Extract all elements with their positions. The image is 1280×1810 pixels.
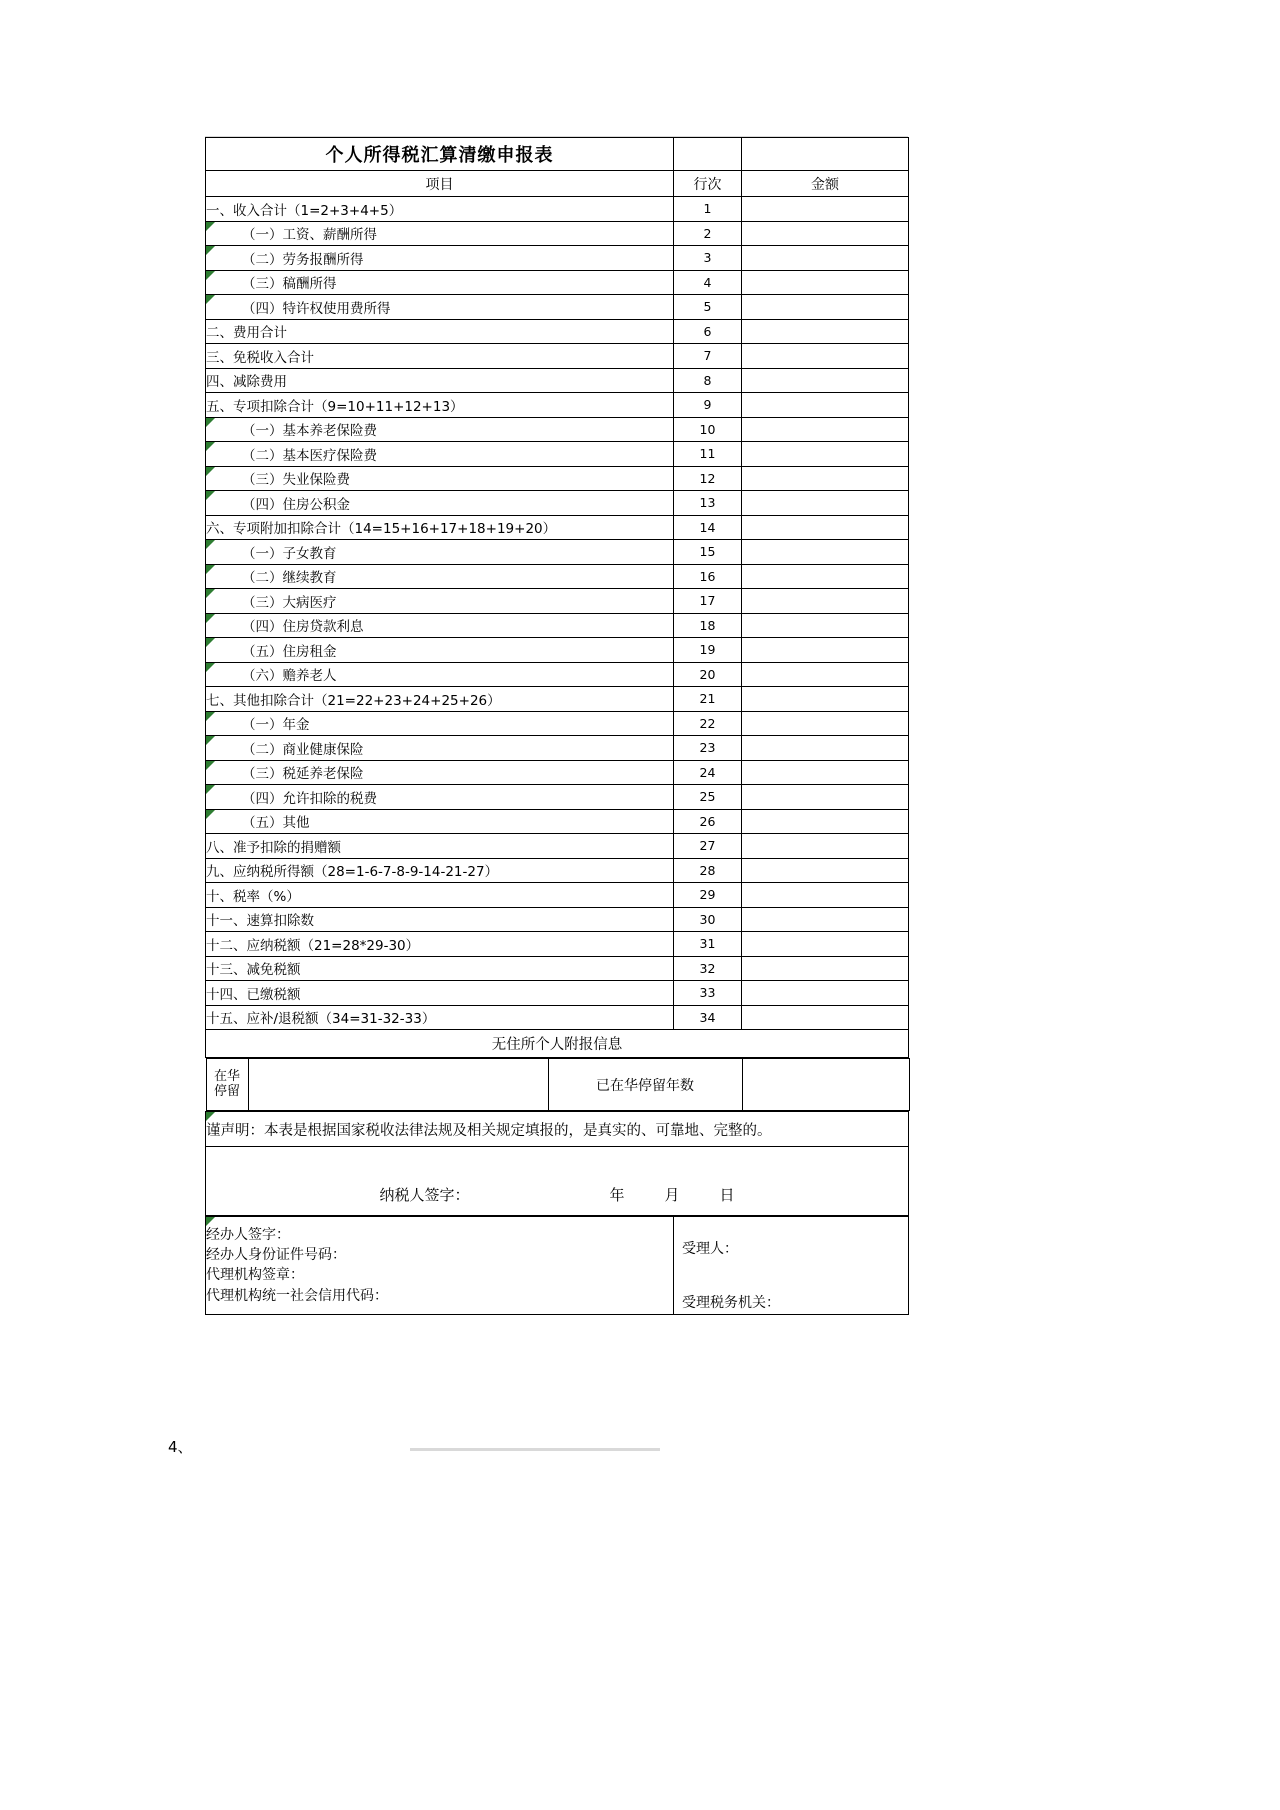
row-line-number: 2 xyxy=(674,221,742,246)
acceptance-block xyxy=(674,1216,909,1314)
row-amount-input[interactable] xyxy=(742,711,909,736)
row-line-number: 27 xyxy=(674,834,742,859)
table-row xyxy=(206,785,909,810)
row-line-number: 6 xyxy=(674,319,742,344)
table-row xyxy=(206,981,909,1006)
table-row xyxy=(206,491,909,516)
row-line-number: 8 xyxy=(674,368,742,393)
row-line-number: 32 xyxy=(674,956,742,981)
row-label: 七、其他扣除合计（21=22+23+24+25+26） xyxy=(206,687,674,712)
table-row xyxy=(206,809,909,834)
row-label: 十、税率（%） xyxy=(206,883,674,908)
row-line-number: 22 xyxy=(674,711,742,736)
cell-comment-flag-icon xyxy=(206,810,215,819)
row-amount-input[interactable] xyxy=(742,417,909,442)
table-row xyxy=(206,883,909,908)
row-line-number: 20 xyxy=(674,662,742,687)
row-amount-input[interactable] xyxy=(742,589,909,614)
row-label: 十二、应纳税额（21=28*29-30） xyxy=(206,932,674,957)
table-row xyxy=(206,393,909,418)
date-month-label: 月 xyxy=(664,1185,680,1204)
cell-comment-flag-icon xyxy=(206,614,215,623)
table-row xyxy=(206,638,909,663)
row-line-number: 19 xyxy=(674,638,742,663)
date-year-label: 年 xyxy=(609,1185,625,1204)
row-label: （三）失业保险费 xyxy=(206,466,674,491)
column-header-amount: 金额 xyxy=(742,171,909,197)
row-line-number: 7 xyxy=(674,344,742,369)
table-row xyxy=(206,246,909,271)
row-label: 十三、减免税额 xyxy=(206,956,674,981)
row-label: （五）其他 xyxy=(206,809,674,834)
row-amount-input[interactable] xyxy=(742,883,909,908)
row-line-number: 30 xyxy=(674,907,742,932)
row-amount-input[interactable] xyxy=(742,295,909,320)
row-amount-input[interactable] xyxy=(742,956,909,981)
row-line-number: 21 xyxy=(674,687,742,712)
agent-block xyxy=(206,1216,674,1314)
title-spacer-line xyxy=(674,138,742,171)
cell-comment-flag-icon xyxy=(206,295,215,304)
stay-info-cell xyxy=(206,1058,909,1112)
agent-id-number-label: 经办人身份证件号码： xyxy=(206,1247,346,1263)
row-amount-input[interactable] xyxy=(742,221,909,246)
declaration-row xyxy=(206,1112,909,1147)
table-row xyxy=(206,589,909,614)
table-row xyxy=(206,1005,909,1030)
spreadsheet-bottom-edge xyxy=(410,1448,660,1451)
stay-info-row xyxy=(206,1058,909,1112)
cell-comment-flag-icon xyxy=(206,1217,215,1226)
row-label: （二）商业健康保险 xyxy=(206,736,674,761)
column-header-row xyxy=(206,171,909,197)
row-line-number: 26 xyxy=(674,809,742,834)
cell-comment-flag-icon xyxy=(206,442,215,451)
table-row xyxy=(206,344,909,369)
row-line-number: 31 xyxy=(674,932,742,957)
cell-comment-flag-icon xyxy=(206,589,215,598)
row-label: （四）特许权使用费所得 xyxy=(206,295,674,320)
agent-org-seal-label: 代理机构签章： xyxy=(206,1267,304,1284)
table-row xyxy=(206,834,909,859)
cell-comment-flag-icon xyxy=(206,761,215,770)
table-row xyxy=(206,368,909,393)
acceptance-tax-authority-label: 受理税务机关： xyxy=(682,1295,780,1312)
foreign-info-banner-row xyxy=(206,1030,909,1058)
row-label: 九、应纳税所得额（28=1-6-7-8-9-14-21-27） xyxy=(206,858,674,883)
row-line-number: 25 xyxy=(674,785,742,810)
taxpayer-signature-cell xyxy=(206,1147,909,1217)
foreign-info-banner: 无住所个人附报信息 xyxy=(206,1030,909,1058)
table-row xyxy=(206,687,909,712)
row-line-number: 18 xyxy=(674,613,742,638)
table-row xyxy=(206,197,909,222)
row-line-number: 15 xyxy=(674,540,742,565)
row-label: 二、费用合计 xyxy=(206,319,674,344)
row-amount-input[interactable] xyxy=(742,613,909,638)
row-amount-input[interactable] xyxy=(742,540,909,565)
date-day-label: 日 xyxy=(719,1185,735,1204)
table-row xyxy=(206,540,909,565)
row-label: 六、专项附加扣除合计（14=15+16+17+18+19+20） xyxy=(206,515,674,540)
agent-acceptance-row xyxy=(206,1216,909,1314)
cell-comment-flag-icon xyxy=(206,418,215,427)
row-line-number: 13 xyxy=(674,491,742,516)
row-label: （二）劳务报酬所得 xyxy=(206,246,674,271)
row-amount-input[interactable] xyxy=(742,515,909,540)
row-line-number: 12 xyxy=(674,466,742,491)
title-spacer-amount xyxy=(742,138,909,171)
stay-years-input[interactable] xyxy=(742,1059,909,1111)
row-amount-input[interactable] xyxy=(742,687,909,712)
cell-comment-flag-icon xyxy=(206,491,215,500)
row-label: 十五、应补/退税额（34=31-32-33） xyxy=(206,1005,674,1030)
cell-comment-flag-icon xyxy=(206,736,215,745)
cell-comment-flag-icon xyxy=(206,222,215,231)
table-row xyxy=(206,295,909,320)
table-row xyxy=(206,907,909,932)
row-line-number: 34 xyxy=(674,1005,742,1030)
row-amount-input[interactable] xyxy=(742,932,909,957)
table-row xyxy=(206,319,909,344)
row-line-number: 14 xyxy=(674,515,742,540)
cell-comment-flag-icon xyxy=(206,663,215,672)
row-label: 十四、已缴税额 xyxy=(206,981,674,1006)
row-line-number: 16 xyxy=(674,564,742,589)
table-row xyxy=(206,564,909,589)
row-line-number: 5 xyxy=(674,295,742,320)
tax-return-table xyxy=(205,137,909,1315)
row-label: 一、收入合计（1=2+3+4+5） xyxy=(206,197,674,222)
stay-label-line2: 停留 xyxy=(213,1083,240,1099)
row-label: （六）赡养老人 xyxy=(206,662,674,687)
row-label: 五、专项扣除合计（9=10+11+12+13） xyxy=(206,393,674,418)
row-line-number: 29 xyxy=(674,883,742,908)
stay-years-label: 已在华停留年数 xyxy=(548,1059,742,1111)
row-amount-input[interactable] xyxy=(742,834,909,859)
row-line-number: 4 xyxy=(674,270,742,295)
row-amount-input[interactable] xyxy=(742,197,909,222)
row-line-number: 28 xyxy=(674,858,742,883)
row-line-number: 3 xyxy=(674,246,742,271)
row-line-number: 1 xyxy=(674,197,742,222)
row-amount-input[interactable] xyxy=(742,246,909,271)
cell-comment-flag-icon xyxy=(206,1112,215,1121)
cell-comment-flag-icon xyxy=(206,271,215,280)
row-amount-input[interactable] xyxy=(742,270,909,295)
row-label: （三）稿酬所得 xyxy=(206,270,674,295)
row-label: （一）基本养老保险费 xyxy=(206,417,674,442)
row-amount-input[interactable] xyxy=(742,319,909,344)
row-amount-input[interactable] xyxy=(742,736,909,761)
row-line-number: 33 xyxy=(674,981,742,1006)
cell-comment-flag-icon xyxy=(206,467,215,476)
stay-in-china-label xyxy=(206,1059,248,1111)
table-row xyxy=(206,515,909,540)
taxpayer-signature-row xyxy=(206,1147,909,1217)
tax-return-form xyxy=(205,137,908,1315)
form-title-row xyxy=(206,138,909,171)
row-label: （五）住房租金 xyxy=(206,638,674,663)
row-amount-input[interactable] xyxy=(742,1005,909,1030)
row-amount-input[interactable] xyxy=(742,393,909,418)
row-label: （二）继续教育 xyxy=(206,564,674,589)
table-row xyxy=(206,270,909,295)
stay-label-line1: 在华 xyxy=(213,1068,240,1084)
table-row xyxy=(206,932,909,957)
row-label: （一）子女教育 xyxy=(206,540,674,565)
cell-comment-flag-icon xyxy=(206,785,215,794)
table-row xyxy=(206,736,909,761)
row-label: （四）住房公积金 xyxy=(206,491,674,516)
table-row xyxy=(206,466,909,491)
row-line-number: 11 xyxy=(674,442,742,467)
table-row xyxy=(206,442,909,467)
column-header-item: 项目 xyxy=(206,171,674,197)
cell-comment-flag-icon xyxy=(206,712,215,721)
table-row xyxy=(206,221,909,246)
table-row xyxy=(206,760,909,785)
form-title: 个人所得税汇算清缴申报表 xyxy=(206,138,674,171)
row-line-number: 10 xyxy=(674,417,742,442)
stray-list-marker: 4、 xyxy=(168,1438,193,1456)
row-amount-input[interactable] xyxy=(742,981,909,1006)
table-row xyxy=(206,956,909,981)
row-label: （四）住房贷款利息 xyxy=(206,613,674,638)
row-amount-input[interactable] xyxy=(742,858,909,883)
row-line-number: 9 xyxy=(674,393,742,418)
row-amount-input[interactable] xyxy=(742,564,909,589)
acceptor-label: 受理人： xyxy=(682,1241,738,1257)
row-label: 三、免税收入合计 xyxy=(206,344,674,369)
cell-comment-flag-icon xyxy=(206,638,215,647)
table-row xyxy=(206,858,909,883)
row-label: （一）年金 xyxy=(206,711,674,736)
row-label: （四）允许扣除的税费 xyxy=(206,785,674,810)
stay-in-china-input[interactable] xyxy=(248,1059,548,1111)
table-row xyxy=(206,613,909,638)
row-label: （二）基本医疗保险费 xyxy=(206,442,674,467)
column-header-line-no: 行次 xyxy=(674,171,742,197)
row-label: 八、准予扣除的捐赠额 xyxy=(206,834,674,859)
table-row xyxy=(206,662,909,687)
row-label: （一）工资、薪酬所得 xyxy=(206,221,674,246)
row-label: 十一、速算扣除数 xyxy=(206,907,674,932)
row-amount-input[interactable] xyxy=(742,344,909,369)
row-amount-input[interactable] xyxy=(742,785,909,810)
row-label: （三）税延养老保险 xyxy=(206,760,674,785)
row-amount-input[interactable] xyxy=(742,809,909,834)
row-amount-input[interactable] xyxy=(742,638,909,663)
row-line-number: 17 xyxy=(674,589,742,614)
row-amount-input[interactable] xyxy=(742,491,909,516)
row-amount-input[interactable] xyxy=(742,368,909,393)
row-label: （三）大病医疗 xyxy=(206,589,674,614)
table-row xyxy=(206,711,909,736)
cell-comment-flag-icon xyxy=(206,540,215,549)
cell-comment-flag-icon xyxy=(206,565,215,574)
agent-signature-label: 经办人签字： xyxy=(206,1226,290,1243)
row-amount-input[interactable] xyxy=(742,442,909,467)
row-amount-input[interactable] xyxy=(742,760,909,785)
row-line-number: 24 xyxy=(674,760,742,785)
row-amount-input[interactable] xyxy=(742,907,909,932)
row-label: 四、减除费用 xyxy=(206,368,674,393)
row-line-number: 23 xyxy=(674,736,742,761)
taxpayer-signature-label: 纳税人签字： xyxy=(379,1185,470,1204)
table-row xyxy=(206,417,909,442)
cell-comment-flag-icon xyxy=(206,246,215,255)
row-amount-input[interactable] xyxy=(742,466,909,491)
declaration-text: 谨声明：本表是根据国家税收法律法规及相关规定填报的，是真实的、可靠地、完整的。 xyxy=(206,1112,909,1147)
agent-org-credit-code-label: 代理机构统一社会信用代码： xyxy=(206,1287,388,1304)
row-amount-input[interactable] xyxy=(742,662,909,687)
